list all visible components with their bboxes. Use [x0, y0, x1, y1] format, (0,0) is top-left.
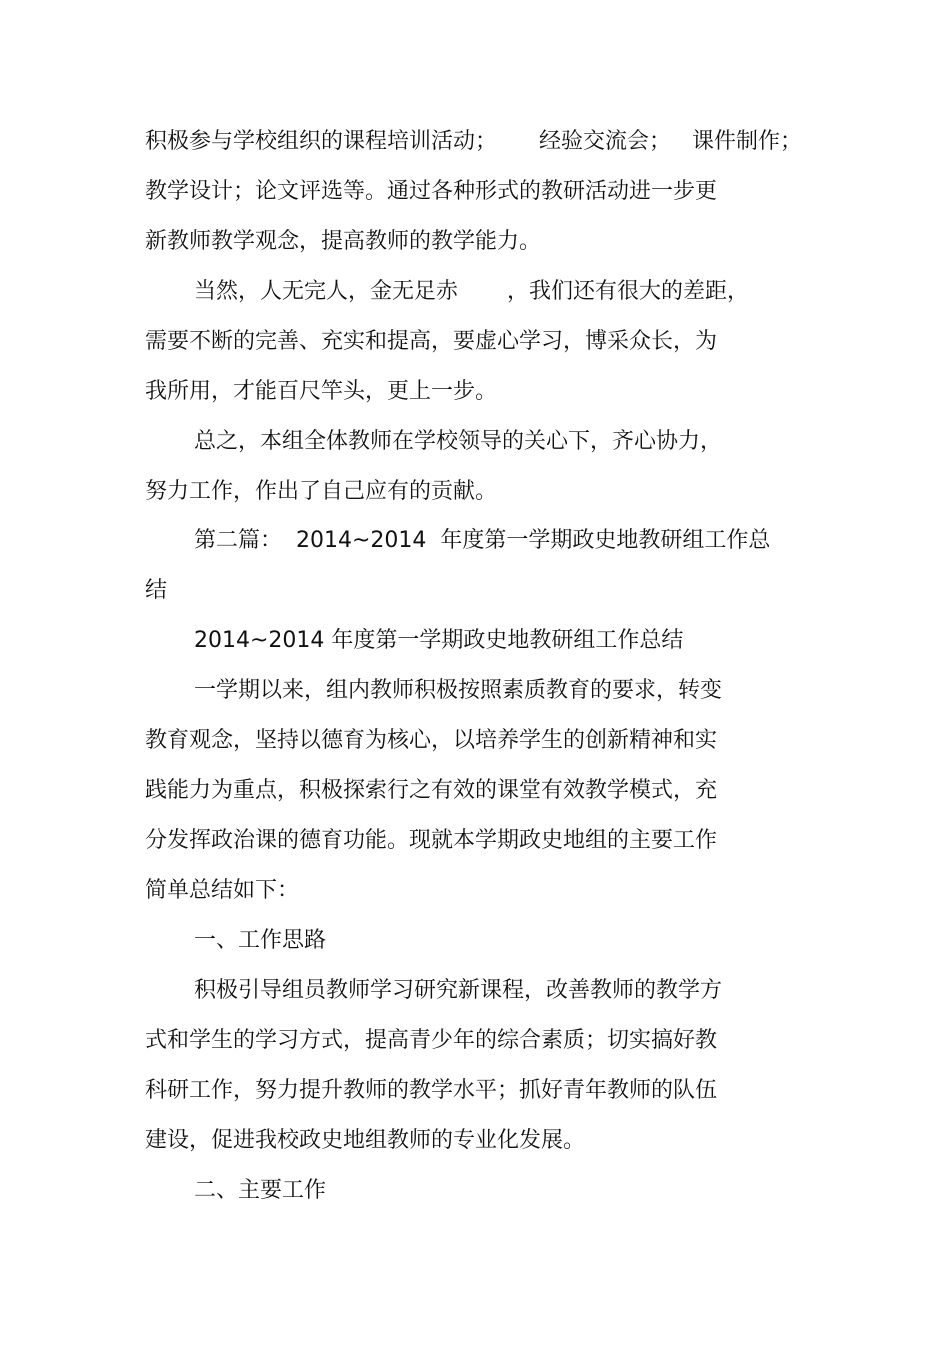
text-line: 践能力为重点，积极探索行之有效的课堂有效教学模式，充 [145, 778, 718, 803]
text-line: 努力工作，作出了自己应有的贡献。 [145, 479, 498, 504]
text-line: 我所用，才能百尺竿头，更上一步。 [145, 379, 498, 404]
text-line: 教学设计；论文评选等。通过各种形式的教研活动进一步更 [145, 179, 718, 204]
section-heading-line: 第二篇： 2014~2014 年度第一学期政史地教研组工作总 [194, 528, 771, 553]
paragraph-start-line: 当然，人无完人，金无足赤 ，我们还有很大的差距， [194, 279, 749, 304]
section-heading-work-approach: 一、工作思路 [194, 928, 327, 953]
section-heading-line: 结 [145, 578, 168, 603]
document-title: 2014~2014 年度第一学期政史地教研组工作总结 [194, 628, 684, 653]
paragraph-start-line: 一学期以来，组内教师积极按照素质教育的要求，转变 [194, 678, 723, 703]
section-heading-main-work: 二、主要工作 [194, 1178, 327, 1203]
text-line: 科研工作，努力提升教师的教学水平；抓好青年教师的队伍 [145, 1078, 718, 1103]
text-line: 新教师教学观念，提高教师的教学能力。 [145, 229, 542, 254]
text-line: 建设，促进我校政史地组教师的专业化发展。 [145, 1128, 586, 1153]
text-line: 式和学生的学习方式，提高青少年的综合素质；切实搞好教 [145, 1028, 718, 1053]
paragraph-start-line: 积极引导组员教师学习研究新课程，改善教师的教学方 [194, 978, 723, 1003]
text-line: 简单总结如下： [145, 878, 300, 903]
text-line: 积极参与学校组织的课程培训活动； 经验交流会； 课件制作； [145, 129, 802, 154]
paragraph-start-line: 总之，本组全体教师在学校领导的关心下，齐心协力， [194, 429, 723, 454]
text-line: 需要不断的完善、充实和提高，要虚心学习，博采众长，为 [145, 329, 718, 354]
text-line: 教育观念，坚持以德育为核心，以培养学生的创新精神和实 [145, 728, 718, 753]
text-line: 分发挥政治课的德育功能。现就本学期政史地组的主要工作 [145, 828, 718, 853]
